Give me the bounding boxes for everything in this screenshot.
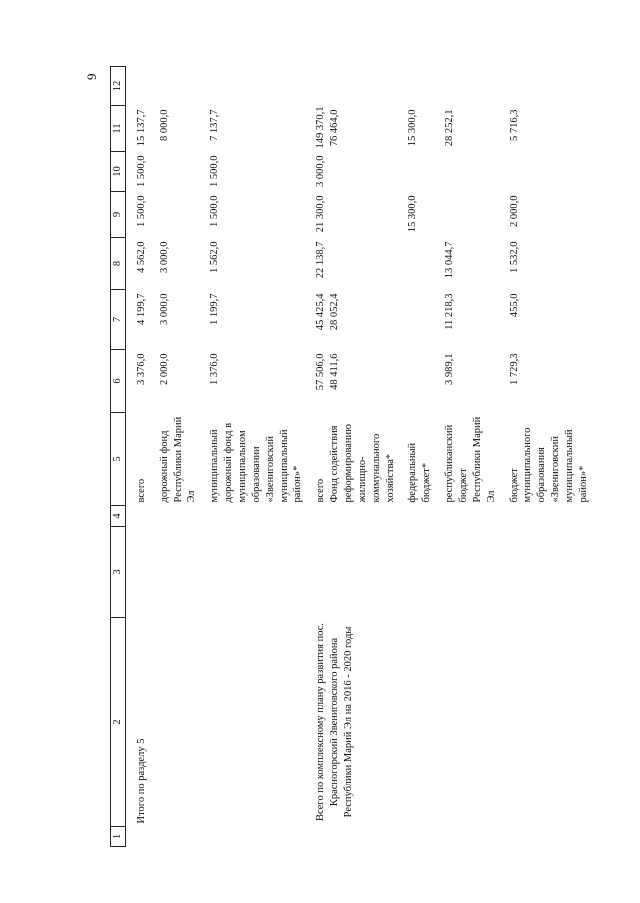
source-cell: муниципальный дорожный фонд в муниципальном образовании «Звениговский муниципальный район»*	[209, 422, 304, 503]
value-cell: 28 252,1	[444, 109, 456, 147]
header-cell: 5	[111, 413, 126, 506]
value-cell	[158, 152, 200, 192]
value-cell: 3 000,0	[315, 155, 327, 187]
header-cell: 11	[111, 106, 126, 152]
value-cell: 28 052,4	[329, 293, 341, 331]
source-cell: федеральный бюджет*	[407, 442, 433, 503]
header-row	[111, 67, 126, 847]
value-cell: 13 044,7	[444, 241, 456, 279]
grand-total-label: Всего по комплексному плану развития пос. Красногорский Звениговского района Республики Марий Эл на 2016 - 2020 годы	[315, 622, 355, 822]
value-cell	[158, 192, 200, 238]
value-cell: 15 300,0	[407, 109, 419, 147]
header-cell: 7	[111, 290, 126, 350]
value-cell	[406, 350, 434, 413]
value-cell: 48 411,6	[329, 353, 341, 390]
value-cell	[328, 192, 397, 238]
source-cell: республиканский бюджет Республики Марий Эл	[444, 416, 497, 503]
header-cell: 3	[111, 527, 126, 618]
value-cell	[406, 238, 434, 290]
value-cell: 455,0	[508, 293, 520, 318]
table-row	[314, 67, 328, 847]
value-cell: 1 500,0	[135, 195, 147, 227]
section-total-label: Итого по разделу 5	[135, 738, 147, 824]
value-cell: 57 506,0	[315, 353, 327, 391]
rotated-table-page	[110, 67, 589, 847]
header-cell: 2	[111, 618, 126, 827]
value-cell: 1 500,0	[209, 195, 221, 227]
value-cell: 3 989,1	[444, 353, 456, 385]
header-cell: 1	[111, 827, 126, 847]
budget-table	[110, 67, 609, 848]
header-cell: 6	[111, 350, 126, 413]
header-cell: 8	[111, 238, 126, 290]
value-cell: 2 000,0	[158, 353, 170, 385]
table-row	[135, 67, 149, 847]
value-cell: 1 500,0	[209, 155, 221, 187]
value-cell: 3 000,0	[158, 241, 170, 273]
value-cell: 1 376,0	[209, 353, 221, 385]
value-cell	[406, 152, 434, 192]
value-cell	[443, 152, 498, 192]
value-cell: 1 199,7	[209, 293, 221, 325]
value-cell	[328, 152, 397, 192]
value-cell: 7 137,7	[209, 109, 221, 141]
value-cell: 1 562,0	[209, 241, 221, 273]
value-cell: 1 729,3	[508, 353, 520, 385]
value-cell: 1 500,0	[135, 155, 147, 187]
value-cell: 3 376,0	[135, 353, 147, 385]
value-cell: 4 562,0	[135, 241, 147, 273]
value-cell: 4 199,7	[135, 293, 147, 325]
source-cell: всего	[315, 478, 327, 503]
source-cell: всего	[135, 478, 147, 503]
value-cell	[328, 238, 397, 290]
value-cell: 5 716,3	[508, 109, 520, 141]
page-number: 9	[84, 73, 99, 80]
value-cell	[406, 290, 434, 350]
value-cell: 45 425,4	[315, 293, 327, 331]
value-cell: 21 300,0	[315, 195, 327, 233]
header-cell: 4	[111, 506, 126, 527]
table-row	[208, 67, 305, 847]
source-cell: бюджет муниципального образования «Звениговский муниципальный район»*	[508, 427, 589, 503]
value-cell: 1 532,0	[508, 241, 520, 273]
header-cell: 10	[111, 152, 126, 192]
value-cell: 15 300,0	[407, 195, 419, 233]
value-cell: 149 370,1	[315, 106, 327, 149]
value-cell	[443, 192, 498, 238]
value-cell: 15 137,7	[135, 109, 147, 147]
source-cell: Фонд содействия реформированию жилищно-коммунального хозяйства*	[329, 423, 396, 503]
source-cell: дорожный фонд Республики Марий Эл	[158, 416, 198, 503]
value-cell: 11 218,3	[444, 293, 456, 330]
value-cell	[508, 152, 591, 192]
header-cell: 9	[111, 192, 126, 238]
value-cell: 3 000,0	[158, 293, 170, 325]
value-cell: 2 000,0	[508, 195, 520, 227]
value-cell: 76 464,0	[329, 109, 341, 147]
value-cell: 22 138,7	[315, 241, 327, 279]
value-cell: 8 000,0	[158, 109, 170, 141]
header-cell: 12	[111, 67, 126, 106]
